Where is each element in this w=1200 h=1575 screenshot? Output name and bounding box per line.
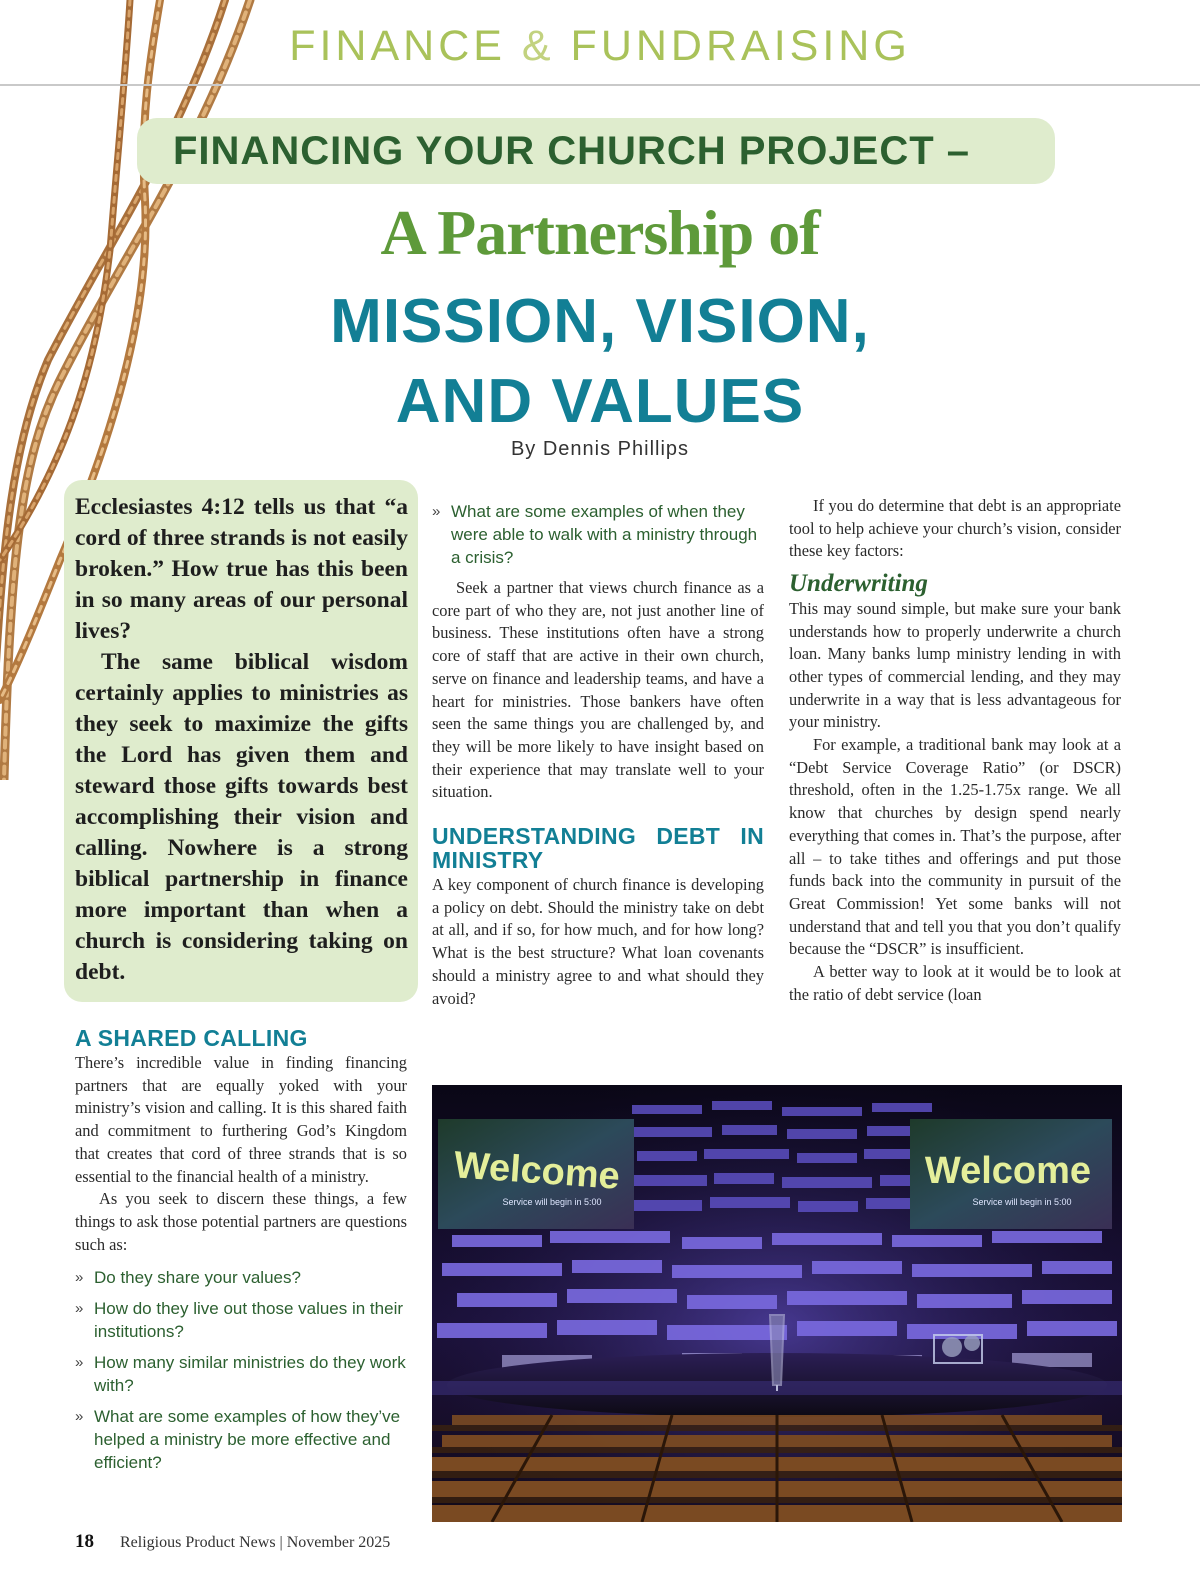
section-heading: A SHARED CALLING bbox=[75, 1025, 308, 1051]
section-header bbox=[0, 22, 1200, 71]
body-paragraph: There’s incredible value in finding financing partners that are equally yoked with your ministry’s vision and calling. It is this shared faith and commitment to furthering God’s Kingdom that creates that cord of three strands that is so essential to the financial health of a ministry. bbox=[75, 1053, 407, 1186]
section-header-ampersand: & bbox=[521, 22, 555, 70]
body-paragraph: If you do determine that debt is an appropriate tool to help achieve your church’s vision, consider these key factors: bbox=[789, 496, 1121, 561]
screen-subtitle-text: Service will begin in 5:00 bbox=[972, 1197, 1072, 1207]
list-item: » Do they share your values? bbox=[75, 1268, 301, 1288]
body-paragraph: This may sound simple, but make sure your bank understands how to properly underwrite a church loan. Many banks lump ministry lending in with other types of commercial lending, and they may underwrite in a way that is less advantageous for your ministry. bbox=[789, 598, 1121, 732]
body-paragraph: For example, a traditional bank may look at a “Debt Service Coverage Ratio” (or DSCR) threshold, often in the 1.25-1.75x range. We all know that churches by design spend nearly everything that comes in. That’s the purpose, after all – to take tithes and offerings and put those funds back into the community in pursuit of the Great Commission! Yet some banks will not understand that and tell you that you don’t qualify because the “DSCR” is insufficient. bbox=[789, 735, 1121, 959]
list-item: » How do they live out those values in their institutions? bbox=[75, 1299, 404, 1342]
bullet-glyph: » bbox=[432, 503, 441, 520]
column-3 bbox=[789, 495, 1121, 1006]
header-divider bbox=[0, 84, 1200, 86]
pulpit bbox=[770, 1315, 784, 1391]
section-heading: Underwriting bbox=[789, 570, 928, 598]
article-kicker: FINANCING YOUR CHURCH PROJECT – bbox=[137, 118, 1055, 184]
section-header-tail: FUNDRAISING bbox=[570, 22, 911, 70]
page-footer bbox=[75, 1531, 390, 1553]
body-paragraph: A better way to look at it would be to look at the ratio of debt service (loan bbox=[789, 962, 1121, 1004]
question-list bbox=[432, 500, 764, 569]
column-1 bbox=[75, 1026, 407, 1482]
publication-info: Religious Product News | November 2025 bbox=[120, 1534, 391, 1551]
article-title-line3: AND VALUES bbox=[395, 367, 805, 436]
right-screen bbox=[910, 1119, 1112, 1229]
article-title-main bbox=[0, 282, 1200, 442]
article-title-line2: MISSION, VISION, bbox=[330, 287, 870, 356]
screen-welcome-text: Welcome bbox=[924, 1150, 1092, 1192]
bullet-glyph: » bbox=[75, 1354, 84, 1372]
column-2 bbox=[432, 500, 764, 1010]
bullet-glyph: » bbox=[75, 1408, 84, 1426]
body-paragraph: Seek a partner that views church finance as a core part of who they are, not just another line of business. These institutions often have a strong core of staff that are active in their own church, serve on finance and leadership teams, and have a heart for ministries. Those bankers have often seen the same things you are challenged by, and they will be more likely to have insight based on their experience that may translate well to your situation. bbox=[432, 578, 764, 802]
section-heading: UNDERSTANDING DEBT IN MINISTRY bbox=[432, 823, 764, 874]
article-title-line1: A Partnership of bbox=[380, 197, 820, 268]
byline: By Dennis Phillips bbox=[510, 438, 690, 460]
pull-quote-paragraph: Ecclesiastes 4:12 tells us that “a cord of three strands is not easily broken.” How true has this been in so many areas of our personal lives? bbox=[75, 494, 408, 644]
body-paragraph: A key component of church finance is developing a policy on debt. Should the ministry take on debt at all, and if so, for how much, and for how long? What is the best structure? What loan covenants should a ministry agree to and what should they avoid? bbox=[432, 875, 764, 1008]
screen-welcome-text: Welcome bbox=[452, 1144, 622, 1198]
question-list bbox=[75, 1266, 407, 1474]
screen-subtitle-text: Service will begin in 5:00 bbox=[502, 1197, 602, 1207]
page-number: 18 bbox=[75, 1531, 94, 1552]
list-item: » What are some examples of when they were able to walk with a ministry through a crisis? bbox=[432, 502, 758, 567]
pull-quote-box bbox=[64, 480, 418, 1002]
pull-quote-paragraph: The same biblical wisdom certainly applies to ministries as they seek to maximize the gifts the Lord has given them and steward those gifts towards best accomplishing their vision and calling. Nowhere is a strong biblical partnership in finance more important than when a church is considering taking on debt. bbox=[75, 649, 408, 985]
bullet-glyph: » bbox=[75, 1300, 84, 1318]
body-paragraph: As you seek to discern these things, a few things to ask those potential partners are questions such as: bbox=[75, 1189, 407, 1254]
church-stage-photo bbox=[432, 1085, 1122, 1522]
list-item: » What are some examples of how they’ve helped a ministry be more effective and efficient? bbox=[75, 1407, 401, 1473]
bullet-glyph: » bbox=[75, 1269, 84, 1287]
list-item: » How many similar ministries do they work with? bbox=[75, 1353, 406, 1396]
left-screen bbox=[438, 1119, 634, 1229]
section-header-main: FINANCE bbox=[289, 22, 506, 70]
